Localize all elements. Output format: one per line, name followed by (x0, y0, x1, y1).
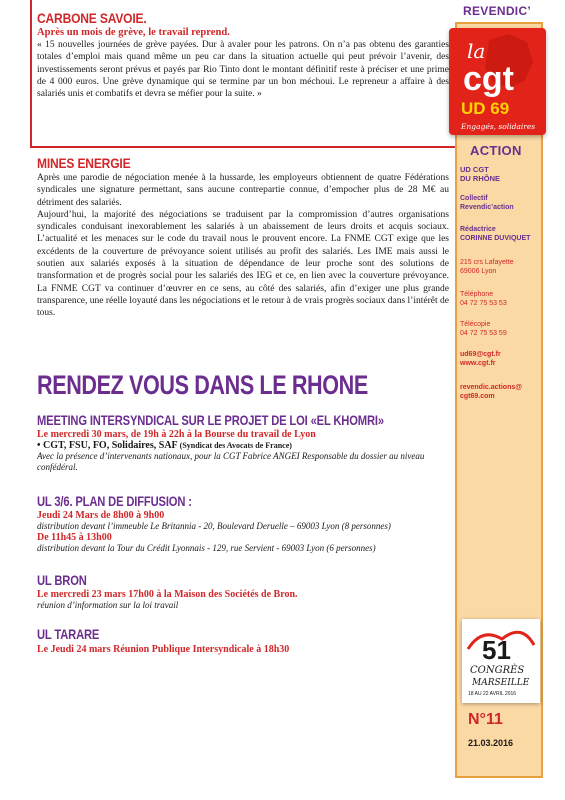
sidebar-email-2-line-2: cgt69.com (460, 393, 495, 400)
sidebar-collectif (460, 194, 514, 212)
sidebar-email-1[interactable]: ud69@cgt.fr (460, 351, 501, 358)
carbone-body: « 15 nouvelles journées de grève payées. Dur à avaler pour les patrons. On n’a pas obtenu des garanties totales d’emploi mais quand même un peu car dans la situation actuelle qui peut prévoir l’avenir, des investissements seront prévus et payés par Rio Tinto dont le montant définitif reste à préciser et une prime de 4 000 euros. Une grève dynamique qui se termine par un bon méchoui. Le repreneur a affaire à des salariés unis et combatifs et devra se méfier pour la suite. » (37, 40, 449, 100)
ul36-where-1: distribution devant l’immeuble Le Britannia - 20, Boulevard Deruelle – 69003 Lyon (8 personnes) (37, 521, 391, 531)
sidebar-org-line-2: DU RHÔNE (460, 174, 501, 183)
sidebar-email-2-line-1: revendic.actions@ (460, 384, 523, 391)
carbone-title: CARBONE SAVOIE. (37, 10, 147, 26)
ul36-when-2: De 11h45 à 13h00 (37, 532, 112, 543)
sidebar-collectif-line-1: Collectif (460, 195, 488, 202)
sidebar-collectif-line-2: Revendic’action (460, 204, 514, 211)
congres-number: 51 (482, 635, 511, 665)
congres-dates: 18 AU 22 AVRIL 2016 (468, 691, 517, 697)
meeting-note: Avec la présence d’intervenants nationaux, pour la CGT Fabrice ANGEI Responsable du dossier au niveau confédéral. (37, 451, 425, 472)
logo-ud: UD 69 (461, 99, 510, 118)
tarare-when: Le Jeudi 24 mars Réunion Publique Intersyndicale à 18h30 (37, 644, 290, 655)
meeting-block (37, 412, 449, 473)
logo-slogan: Engagés, solidaires (461, 122, 536, 131)
mines-section (37, 155, 449, 320)
ul36-when-1: Jeudi 24 Mars de 8h00 à 9h00 (37, 510, 165, 521)
mines-title: MINES ENERGIE (37, 155, 131, 171)
sidebar-fax-label: Télécopie (460, 321, 491, 328)
issue-number: N°11 (468, 711, 503, 728)
sidebar-address-line-1: 215 crs Lafayette (460, 259, 514, 266)
logo-la: la (467, 39, 486, 63)
article-border-bottom (30, 146, 455, 148)
sidebar-contacts (460, 350, 501, 368)
meeting-orgs (37, 440, 449, 451)
rdv-title: RENDEZ VOUS DANS LE RHONE (37, 370, 368, 400)
sidebar-redaction (460, 225, 530, 243)
sidebar-fax (460, 320, 507, 338)
ul36-block (37, 493, 449, 554)
tarare-title: UL TARARE (37, 626, 100, 642)
meeting-title: MEETING INTERSYNDICAL SUR LE PROJET DE LOI «EL KHOMRI» (37, 412, 384, 428)
sidebar-redaction-name: CORINNE DUVIQUET (460, 235, 531, 242)
ul36-title: UL 3/6. PLAN DE DIFFUSION : (37, 493, 192, 509)
rdv-title-wrap (37, 370, 449, 401)
tarare-block (37, 626, 449, 655)
sidebar-tel-number: 04 72 75 53 53 (460, 300, 507, 307)
sidebar-redaction-label: Rédactrice (460, 226, 496, 233)
sidebar-org-line-1: UD CGT (460, 165, 489, 174)
sidebar-fax-number: 04 72 75 53 59 (460, 330, 507, 337)
article-border-left (30, 0, 32, 146)
sidebar-website[interactable]: www.cgt.fr (460, 360, 496, 367)
bron-when: Le mercredi 23 mars 17h00 à la Maison des Sociétés de Bron. (37, 589, 298, 600)
bron-note: réunion d’information sur la loi travail (37, 600, 179, 610)
mines-paragraph-1: Après une parodie de négociation menée à la hussarde, les employeurs obtiennent de quatre Fédérations syndicales une signature permettant, sans aucune contrepartie connue, d’empocher plus de 28 M€ au détriment des salariés. (37, 173, 449, 208)
ul36-where-2: distribution devant la Tour du Crédit Lyonnais - 129, rue Servient - 69003 Lyon (6 personnes) (37, 543, 376, 553)
logo-graphic (449, 28, 546, 135)
meeting-when: Le mercredi 30 mars, de 19h à 22h à la Bourse du travail de Lyon (37, 429, 316, 440)
carbone-subtitle: Après un mois de grève, le travail reprend. (37, 27, 230, 38)
cgt-ud69-logo (449, 28, 546, 135)
issue-date: 21.03.2016 (468, 738, 514, 748)
logo-cgt: cgt (463, 60, 514, 98)
carbone-section (37, 10, 449, 100)
congres-word: CONGRÈS (470, 665, 525, 676)
sidebar-address-line-2: 69006 Lyon (460, 268, 497, 275)
mines-paragraph-2: Aujourd’hui, la majorité des négociations se traduisent par la compromission d’autres organisations syndicales conduisant inexorablement les salariés à un abaissement de leurs droits et acquis sociaux. L’actualité et les menaces sur le code du travail nous le prouvent encore. La FNME CGT exige que les excédents de la couverture de prévoyance soient utilisés au profit des salariés. Les IME mais aussi le soutien aux salariés exposés à la situation de dépendance de leur proche sont des solutions de transformation et de progrès social pour les salariés des IEG et ce, en lien avec la couverture prévoyance. La FNME CGT va continuer d’œuvrer en ce sens, au côté des salariés, afin d’exiger une plus grande transparence, une réelle loyauté dans les négociations et le retour à de vrais progrès sociaux dans l’intérêt de tous. (37, 209, 449, 319)
congres-city: MARSEILLE (472, 678, 530, 688)
congres-graphic (462, 619, 540, 703)
meeting-orgs-note: (Syndicat des Avocats de France) (177, 441, 292, 450)
sidebar-email-2[interactable] (460, 383, 522, 401)
sidebar-action-title: ACTION (470, 143, 522, 158)
sidebar-tel-label: Téléphone (460, 291, 494, 298)
sidebar-org (460, 165, 500, 183)
congres-badge (462, 619, 540, 703)
sidebar-address (460, 258, 514, 276)
sidebar-telephone (460, 290, 507, 308)
bron-title: UL BRON (37, 572, 87, 588)
bron-block (37, 572, 449, 611)
meeting-orgs-list: • CGT, FSU, FO, Solidaires, SAF (37, 440, 178, 451)
sidebar-header: REVENDIC’ (463, 4, 532, 18)
